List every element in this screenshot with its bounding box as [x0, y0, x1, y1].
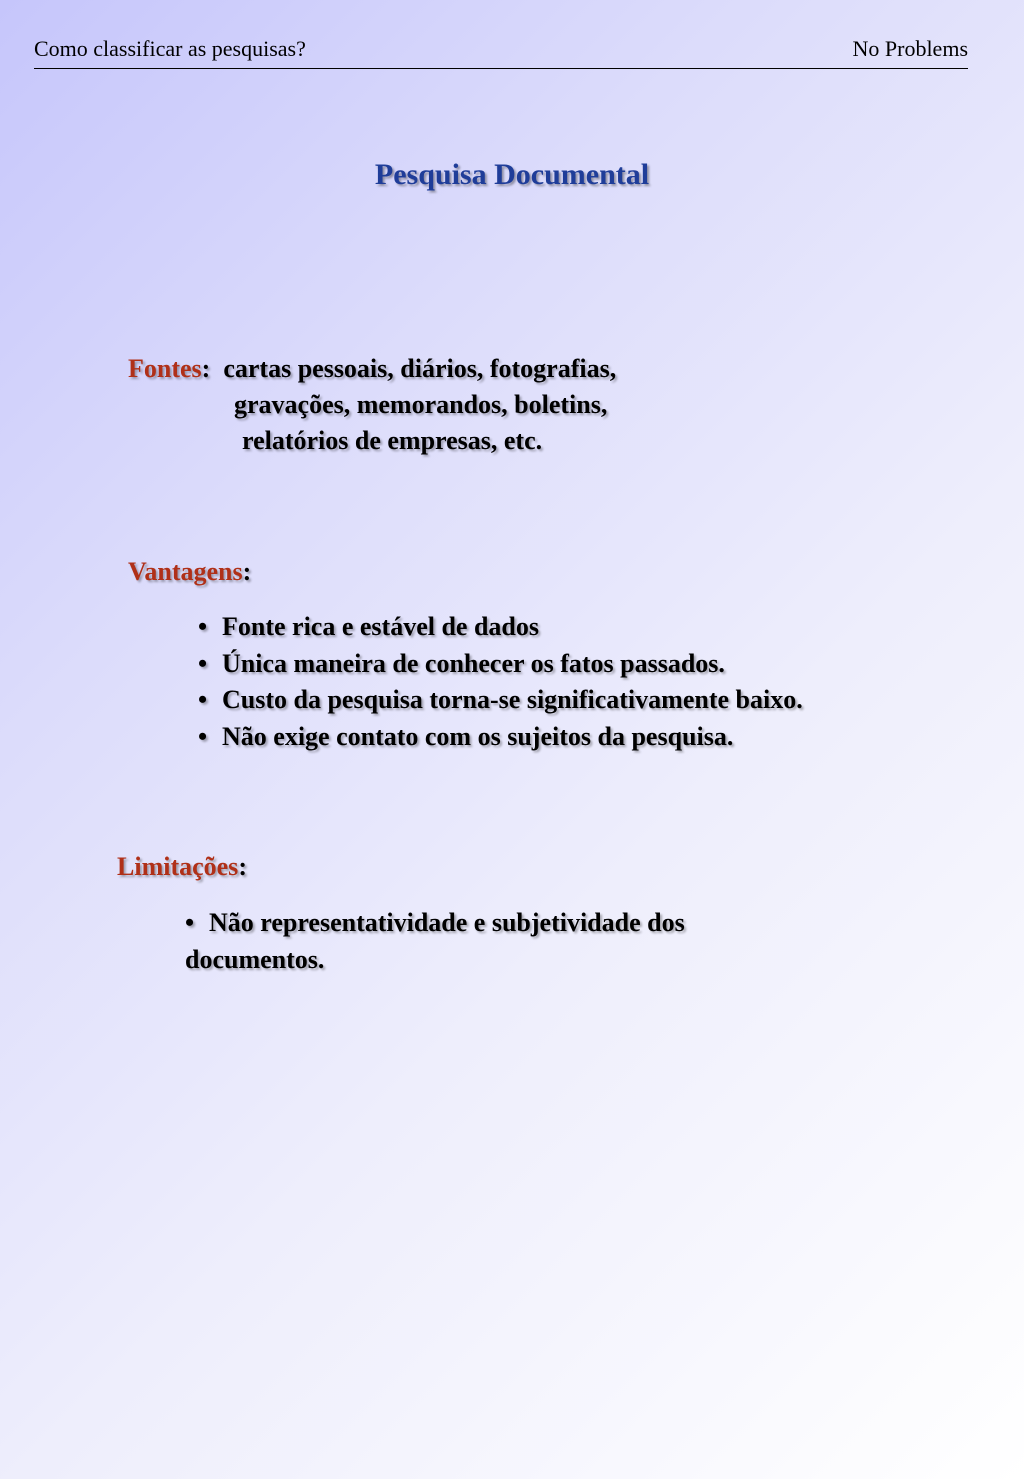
limitacoes-item-text-1: Não representatividade e subjetividade dos: [209, 908, 685, 937]
page-header: [34, 34, 968, 69]
bullet-icon: •: [198, 612, 208, 641]
vantagens-list: [198, 612, 803, 758]
list-item: [198, 649, 803, 686]
limitacoes-heading: Limitações:: [117, 852, 247, 881]
vantagens-heading: Vantagens:: [128, 557, 252, 586]
fontes-line-1: Fontes: cartas pessoais, diários, fotografias,: [128, 354, 617, 383]
bullet-icon: •: [185, 908, 195, 937]
list-item: [198, 612, 803, 649]
limitacoes-item-text-2: documentos.: [185, 945, 325, 974]
fontes-text-2: gravações, memorandos, boletins,: [234, 390, 608, 419]
limitacoes-label: Limitações: [117, 852, 239, 881]
vantagens-item-text: Fonte rica e estável de dados: [222, 612, 540, 641]
list-item: [198, 722, 803, 759]
list-item: [198, 685, 803, 722]
page-title: Pesquisa Documental: [374, 158, 650, 191]
header-left-text: Como classificar as pesquisas?: [34, 36, 306, 61]
vantagens-label: Vantagens: [128, 557, 243, 586]
fontes-text-3: relatórios de empresas, etc.: [242, 426, 543, 455]
vantagens-item-text: Única maneira de conhecer os fatos passados.: [222, 648, 725, 678]
bullet-icon: •: [198, 648, 208, 678]
fontes-label: Fontes: [128, 354, 202, 383]
vantagens-item-text: Não exige contato com os sujeitos da pesquisa.: [222, 721, 734, 751]
header-right-text: No Problems: [852, 36, 968, 61]
limitacoes-item-line-1: [185, 908, 685, 938]
bullet-icon: •: [198, 685, 208, 714]
vantagens-item-text: Custo da pesquisa torna-se significativamente baixo.: [222, 685, 803, 714]
fontes-text-1: cartas pessoais, diários, fotografias,: [223, 354, 617, 383]
bullet-icon: •: [198, 721, 208, 751]
